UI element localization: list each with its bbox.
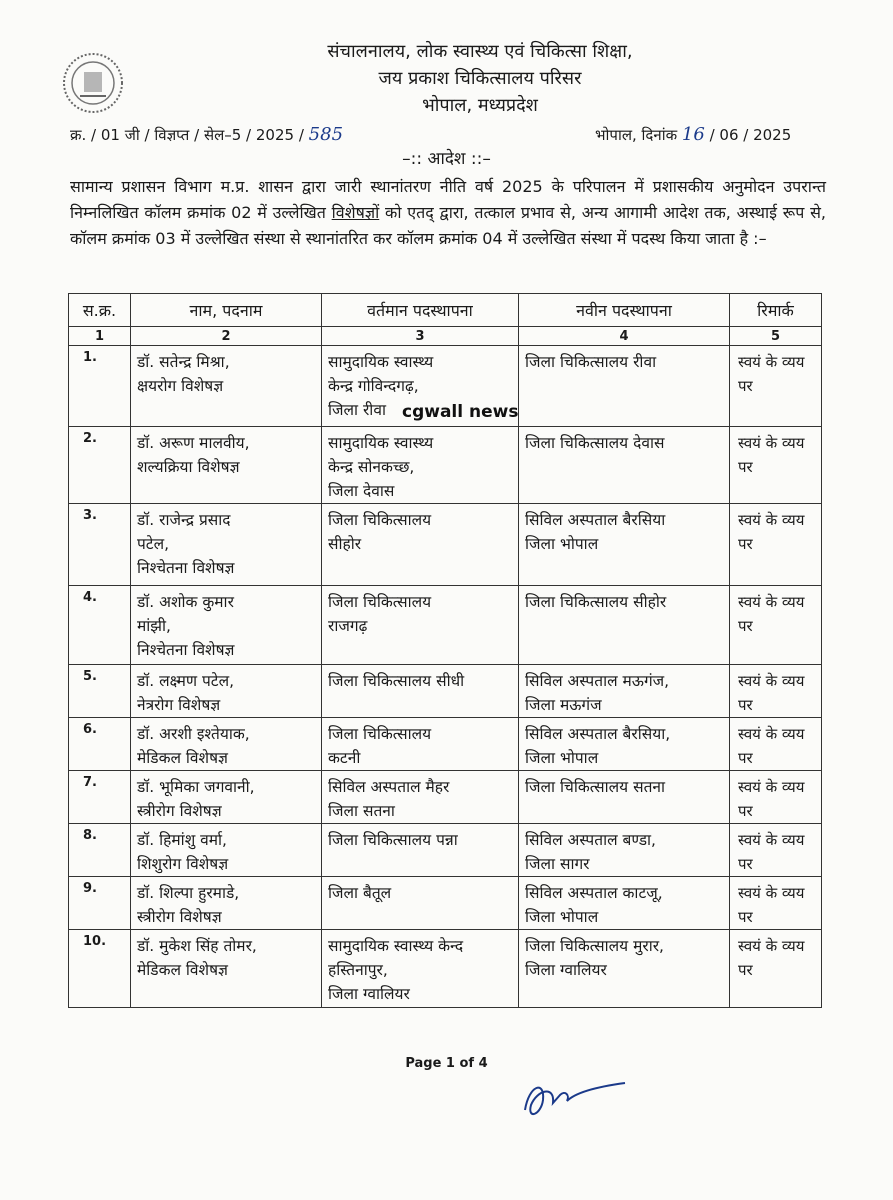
reference-prefix: क्र. / 01 जी / विज्ञप्त / सेल–5 / 2025 / bbox=[70, 126, 304, 144]
name-designation-cell bbox=[131, 877, 322, 930]
name-designation-cell bbox=[131, 930, 322, 1008]
new-posting-cell-line: सिविल अस्पताल बैरसिया, bbox=[525, 725, 671, 743]
col-number: 4 bbox=[519, 327, 730, 346]
name-designation-cell-line: डॉ. हिमांशु वर्मा, bbox=[137, 831, 227, 849]
date-suffix: / 06 / 2025 bbox=[709, 126, 792, 144]
current-posting-cell bbox=[322, 930, 519, 1008]
new-posting-cell-line: जिला चिकित्सालय सीहोर bbox=[525, 593, 667, 611]
table-row bbox=[69, 930, 822, 1008]
col-number: 3 bbox=[322, 327, 519, 346]
new-posting-cell-line: जिला भोपाल bbox=[525, 749, 599, 767]
remark-cell: स्वयं के व्यय पर bbox=[730, 718, 822, 771]
page-number: Page 1 of 4 bbox=[405, 1056, 488, 1071]
name-designation-cell-line: डॉ. सतेन्द्र मिश्रा, bbox=[137, 353, 230, 371]
current-posting-cell-line: सीहोर bbox=[328, 535, 362, 553]
table-row bbox=[69, 665, 822, 718]
current-posting-cell-line: सामुदायिक स्वास्थ्य bbox=[328, 353, 434, 371]
name-designation-cell-line: स्त्रीरोग विशेषज्ञ bbox=[137, 908, 222, 926]
current-posting-cell-line: सामुदायिक स्वास्थ्य bbox=[328, 434, 434, 452]
letterhead-line-3: भोपाल, मध्यप्रदेश bbox=[422, 95, 538, 116]
current-posting-cell-line: सामुदायिक स्वास्थ्य केन्द bbox=[328, 937, 464, 955]
order-paragraph bbox=[70, 174, 826, 252]
document-date bbox=[595, 124, 791, 145]
new-posting-cell-line: सिविल अस्पताल काटजू, bbox=[525, 884, 663, 902]
current-posting-cell bbox=[322, 586, 519, 665]
new-posting-cell-line: जिला चिकित्सालय रीवा bbox=[525, 353, 657, 371]
state-emblem-seal-icon bbox=[62, 52, 124, 114]
name-designation-cell bbox=[131, 665, 322, 718]
current-posting-cell-line: जिला ग्वालियर bbox=[328, 985, 410, 1003]
name-designation-cell-line: डॉ. भूमिका जगवानी, bbox=[137, 778, 255, 796]
new-posting-cell-line: सिविल अस्पताल मऊगंज, bbox=[525, 672, 670, 690]
name-designation-cell-line: डॉ. अरशी इश्तेयाक, bbox=[137, 725, 250, 743]
name-designation-cell-line: नेत्ररोग विशेषज्ञ bbox=[137, 696, 221, 714]
new-posting-cell-line: जिला ग्वालियर bbox=[525, 961, 607, 979]
table-body bbox=[69, 346, 822, 1008]
name-designation-cell-line: मेडिकल विशेषज्ञ bbox=[137, 749, 228, 767]
current-posting-cell bbox=[322, 504, 519, 586]
new-posting-cell-line: जिला चिकित्सालय देवास bbox=[525, 434, 665, 452]
col-number: 2 bbox=[131, 327, 322, 346]
handwritten-signature-icon bbox=[515, 1065, 635, 1125]
name-designation-cell-line: डॉ. राजेन्द्र प्रसाद bbox=[137, 511, 231, 529]
letterhead-line-2: जय प्रकाश चिकित्सालय परिसर bbox=[378, 68, 582, 89]
current-posting-cell-line: जिला रीवा bbox=[328, 401, 386, 419]
header-new-posting: नवीन पदस्थापना bbox=[519, 294, 730, 327]
table-row bbox=[69, 586, 822, 665]
serial-number-cell: 1. bbox=[69, 346, 131, 427]
new-posting-cell bbox=[519, 930, 730, 1008]
name-designation-cell-line: डॉ. शिल्पा हुरमाडे, bbox=[137, 884, 240, 902]
header-current-posting: वर्तमान पदस्थापना bbox=[322, 294, 519, 327]
new-posting-cell bbox=[519, 427, 730, 504]
current-posting-cell-line: जिला चिकित्सालय सीधी bbox=[328, 672, 465, 690]
current-posting-cell bbox=[322, 877, 519, 930]
letterhead-line-1: संचालनालय, लोक स्वास्थ्य एवं चिकित्सा शिक्षा, bbox=[327, 41, 633, 62]
table-header-row bbox=[69, 294, 822, 327]
remark-cell: स्वयं के व्यय पर bbox=[730, 930, 822, 1008]
current-posting-cell-line: कटनी bbox=[328, 749, 361, 767]
current-posting-cell-line: जिला चिकित्सालय bbox=[328, 725, 432, 743]
new-posting-cell bbox=[519, 824, 730, 877]
remark-cell: स्वयं के व्यय पर bbox=[730, 877, 822, 930]
new-posting-cell bbox=[519, 586, 730, 665]
name-designation-cell-line: डॉ. लक्ष्मण पटेल, bbox=[137, 672, 235, 690]
col-number: 5 bbox=[730, 327, 822, 346]
handwritten-reference-number: 585 bbox=[308, 124, 344, 145]
table-row bbox=[69, 824, 822, 877]
name-designation-cell-line: शल्यक्रिया विशेषज्ञ bbox=[137, 458, 240, 476]
name-designation-cell bbox=[131, 504, 322, 586]
table-row bbox=[69, 427, 822, 504]
serial-number-cell: 2. bbox=[69, 427, 131, 504]
new-posting-cell-line: सिविल अस्पताल बण्डा, bbox=[525, 831, 656, 849]
current-posting-cell-line: केन्द्र गोविन्दगढ़, bbox=[328, 377, 419, 395]
order-title: –:: आदेश ::– bbox=[402, 149, 491, 169]
current-posting-cell bbox=[322, 771, 519, 824]
new-posting-cell bbox=[519, 504, 730, 586]
serial-number-cell: 3. bbox=[69, 504, 131, 586]
current-posting-cell-line: सिविल अस्पताल मैहर bbox=[328, 778, 450, 796]
name-designation-cell bbox=[131, 427, 322, 504]
table-row bbox=[69, 877, 822, 930]
remark-cell: स्वयं के व्यय पर bbox=[730, 586, 822, 665]
remark-cell: स्वयं के व्यय पर bbox=[730, 504, 822, 586]
name-designation-cell-line: पटेल, bbox=[137, 535, 170, 553]
current-posting-cell-line: जिला चिकित्सालय पन्ना bbox=[328, 831, 458, 849]
name-designation-cell bbox=[131, 718, 322, 771]
remark-cell: स्वयं के व्यय पर bbox=[730, 771, 822, 824]
name-designation-cell-line: मेडिकल विशेषज्ञ bbox=[137, 961, 228, 979]
name-designation-cell-line: मांझी, bbox=[137, 617, 171, 635]
watermark-text: cgwall news bbox=[402, 402, 519, 422]
new-posting-cell bbox=[519, 771, 730, 824]
new-posting-cell-line: जिला चिकित्सालय मुरार, bbox=[525, 937, 664, 955]
reference-number bbox=[70, 124, 343, 145]
serial-number-cell: 5. bbox=[69, 665, 131, 718]
name-designation-cell bbox=[131, 824, 322, 877]
table-row bbox=[69, 771, 822, 824]
handwritten-day: 16 bbox=[681, 124, 705, 145]
name-designation-cell-line: शिशुरोग विशेषज्ञ bbox=[137, 855, 229, 873]
current-posting-cell bbox=[322, 718, 519, 771]
letterhead bbox=[200, 38, 760, 119]
current-posting-cell-line: जिला बैतूल bbox=[328, 884, 392, 902]
name-designation-cell-line: क्षयरोग विशेषज्ञ bbox=[137, 377, 224, 395]
new-posting-cell bbox=[519, 346, 730, 427]
new-posting-cell bbox=[519, 877, 730, 930]
name-designation-cell bbox=[131, 586, 322, 665]
paragraph-underlined-word: विशेषज्ञों bbox=[331, 203, 380, 222]
current-posting-cell-line: जिला देवास bbox=[328, 482, 395, 500]
current-posting-cell-line: हस्तिनापुर, bbox=[328, 961, 388, 979]
new-posting-cell-line: सिविल अस्पताल बैरसिया bbox=[525, 511, 666, 529]
new-posting-cell-line: जिला चिकित्सालय सतना bbox=[525, 778, 666, 796]
current-posting-cell bbox=[322, 824, 519, 877]
current-posting-cell-line: जिला चिकित्सालय bbox=[328, 511, 432, 529]
new-posting-cell-line: जिला भोपाल bbox=[525, 535, 599, 553]
remark-cell: स्वयं के व्यय पर bbox=[730, 665, 822, 718]
remark-cell: स्वयं के व्यय पर bbox=[730, 824, 822, 877]
serial-number-cell: 4. bbox=[69, 586, 131, 665]
header-sn: स.क्र. bbox=[69, 294, 131, 327]
serial-number-cell: 7. bbox=[69, 771, 131, 824]
paragraph-part-1: सामान्य प्रशासन विभाग म.प्र. शासन द्वारा जारी स्थानांतरण नीति वर्ष 2025 के परिपालन में प्रशासकीय अनुमोदन उपरान्त निम्नलिखित कॉलम क्रमांक 02 में उल्लेखित bbox=[70, 177, 826, 222]
serial-number-cell: 10. bbox=[69, 930, 131, 1008]
name-designation-cell bbox=[131, 771, 322, 824]
current-posting-cell-line: केन्द्र सोनकच्छ, bbox=[328, 458, 415, 476]
new-posting-cell-line: जिला भोपाल bbox=[525, 908, 599, 926]
remark-cell: स्वयं के व्यय पर bbox=[730, 346, 822, 427]
header-remark: रिमार्क bbox=[730, 294, 822, 327]
serial-number-cell: 9. bbox=[69, 877, 131, 930]
name-designation-cell-line: निश्चेतना विशेषज्ञ bbox=[137, 559, 235, 577]
table-row bbox=[69, 718, 822, 771]
remark-cell: स्वयं के व्यय पर bbox=[730, 427, 822, 504]
name-designation-cell-line: डॉ. मुकेश सिंह तोमर, bbox=[137, 937, 257, 955]
column-number-row bbox=[69, 327, 822, 346]
current-posting-cell-line: राजगढ़ bbox=[328, 617, 368, 635]
new-posting-cell bbox=[519, 665, 730, 718]
transfer-table bbox=[68, 293, 822, 1008]
current-posting-cell-line: जिला चिकित्सालय bbox=[328, 593, 432, 611]
header-name: नाम, पदनाम bbox=[131, 294, 322, 327]
new-posting-cell-line: जिला मऊगंज bbox=[525, 696, 602, 714]
col-number: 1 bbox=[69, 327, 131, 346]
current-posting-cell bbox=[322, 665, 519, 718]
table-row bbox=[69, 504, 822, 586]
date-prefix: भोपाल, दिनांक bbox=[595, 126, 678, 144]
paragraph-part-2: को एतद् द्वारा, तत्काल प्रभाव से, अन्य आगामी आदेश तक, अस्थाई रूप से, कॉलम क्रमांक 03 में उल्लेखित संस्था से स्थानांतरित कर कॉलम क्रमांक 04 में उल्लेखित संस्था में पदस्थ किया जाता है :– bbox=[70, 203, 826, 248]
current-posting-cell bbox=[322, 427, 519, 504]
serial-number-cell: 8. bbox=[69, 824, 131, 877]
name-designation-cell-line: निश्चेतना विशेषज्ञ bbox=[137, 641, 235, 659]
name-designation-cell bbox=[131, 346, 322, 427]
current-posting-cell-line: जिला सतना bbox=[328, 802, 395, 820]
name-designation-cell-line: डॉ. अशोक कुमार bbox=[137, 593, 234, 611]
new-posting-cell-line: जिला सागर bbox=[525, 855, 590, 873]
serial-number-cell: 6. bbox=[69, 718, 131, 771]
name-designation-cell-line: स्त्रीरोग विशेषज्ञ bbox=[137, 802, 222, 820]
new-posting-cell bbox=[519, 718, 730, 771]
name-designation-cell-line: डॉ. अरूण मालवीय, bbox=[137, 434, 250, 452]
